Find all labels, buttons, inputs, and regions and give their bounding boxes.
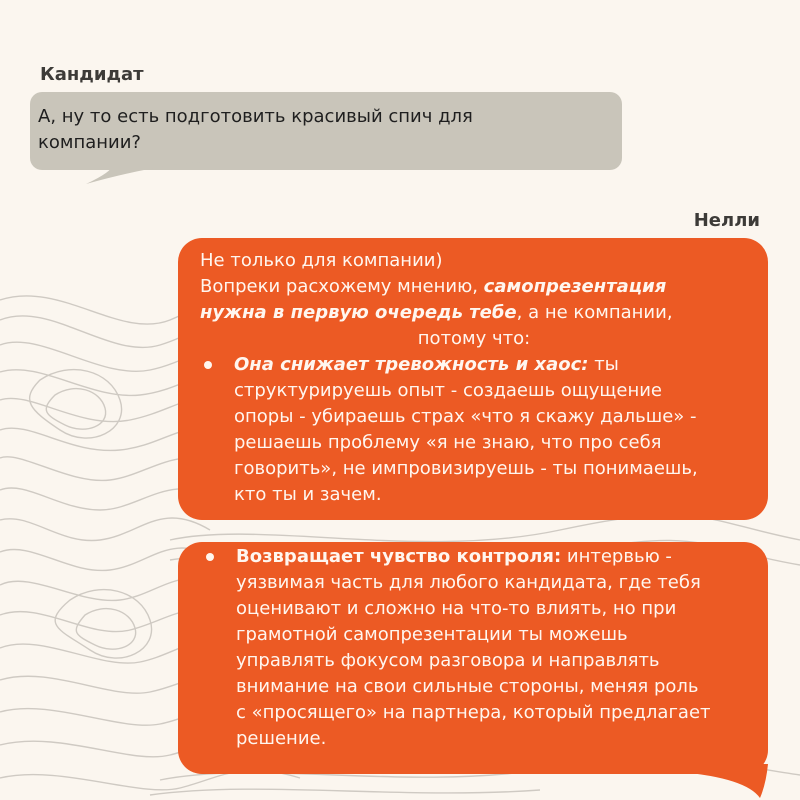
bullet-line: решение. bbox=[236, 728, 327, 749]
bullet-item bbox=[200, 352, 748, 508]
bullet-line: грамотной самопрезентации ты можешь bbox=[236, 624, 628, 645]
bullet-dot-icon bbox=[204, 361, 212, 369]
message-text: Не только для компании) bbox=[200, 250, 443, 271]
bullet-first-line: Она снижает тревожность и хаос: ты bbox=[234, 354, 619, 375]
bullet-line: с «просящего» на партнера, который предлагает bbox=[236, 702, 711, 723]
message-text: Вопреки расхожему мнению, самопрезентация bbox=[200, 276, 667, 297]
bubble-tail-icon bbox=[650, 764, 770, 798]
nelli-message-bubble-2 bbox=[178, 542, 768, 774]
bullet-line: кто ты и зачем. bbox=[234, 484, 382, 505]
message-text: нужна в первую очередь тебе, а не компании, bbox=[200, 302, 673, 323]
message-text: компании? bbox=[38, 132, 141, 153]
bullet-line: уязвимая часть для любого кандидата, где тебя bbox=[236, 572, 701, 593]
bullet-line: решаешь проблему «я не знаю, что про себя bbox=[234, 432, 662, 453]
bullet-line: структурируешь опыт - создаешь ощущение bbox=[234, 380, 662, 401]
candidate-message-bubble bbox=[30, 92, 622, 170]
bullet-first-line: Возвращает чувство контроля: интервью - bbox=[236, 546, 672, 567]
bullet-line: управлять фокусом разговора и направлять bbox=[236, 650, 660, 671]
bullet-dot-icon bbox=[206, 553, 214, 561]
candidate-name: Кандидат bbox=[40, 64, 144, 85]
bullet-line: оценивают и сложно на что-то влиять, но при bbox=[236, 598, 677, 619]
bubble-tail-icon bbox=[80, 162, 200, 184]
bullet-line: опоры - убираешь страх «что я скажу дальше» - bbox=[234, 406, 697, 427]
bullet-item bbox=[202, 544, 748, 752]
message-text: А, ну то есть подготовить красивый спич для bbox=[38, 106, 473, 127]
bullet-line: говорить», не импровизируешь - ты понимаешь, bbox=[234, 458, 698, 479]
nelli-name: Нелли bbox=[693, 210, 760, 231]
nelli-message-bubble bbox=[178, 238, 768, 520]
bullet-line: внимание на свои сильные стороны, меняя роль bbox=[236, 676, 699, 697]
message-text: потому что: bbox=[417, 328, 531, 349]
